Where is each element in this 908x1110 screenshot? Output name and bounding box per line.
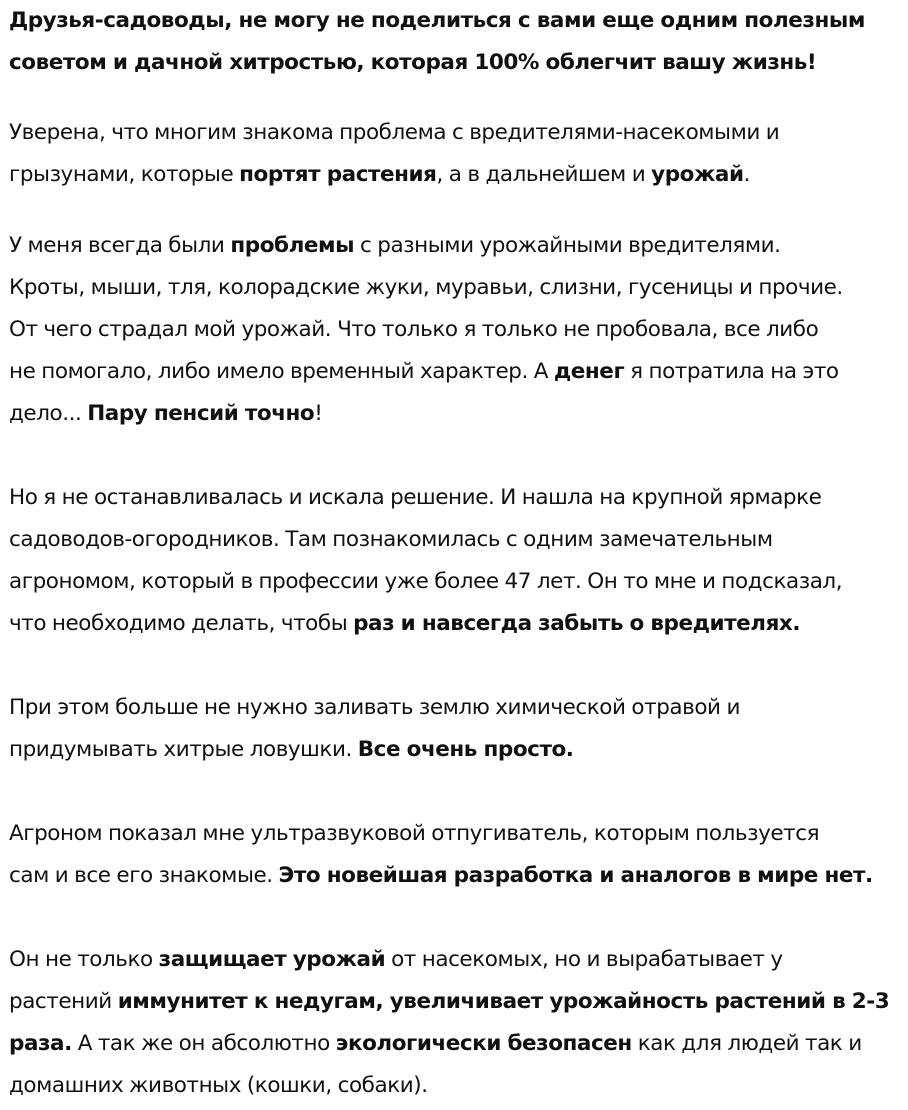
text-segment: от насекомых, но и вырабатывает у [385, 947, 783, 972]
text-segment: При этом больше не нужно заливать землю химической отравой и [9, 695, 740, 720]
bold-text: Все очень просто. [357, 737, 574, 762]
text-segment: грызунами, которые [9, 162, 240, 187]
text-line [9, 225, 908, 267]
text-line [9, 0, 908, 42]
text-segment: что необходимо делать, чтобы [9, 611, 354, 636]
text-line [9, 939, 908, 981]
text-line [9, 687, 908, 729]
bold-text: Пару пенсий точно [87, 401, 315, 426]
text-line [9, 1023, 908, 1065]
paragraph-intro [9, 0, 908, 84]
text-segment: . [743, 162, 750, 187]
bold-text: экологически безопасен [335, 1031, 632, 1056]
bold-text: раз и навсегда забыть о вредителях. [353, 611, 801, 636]
text-segment: с разными урожайными вредителями. [354, 233, 781, 258]
bold-text: проблемы [230, 233, 355, 258]
text-line [9, 981, 908, 1023]
bold-text: Это новейшая разработка и аналогов в мире нет. [278, 863, 873, 888]
text-line [9, 154, 908, 196]
bold-text: защищает урожай [158, 947, 386, 972]
text-segment: У меня всегда были [9, 233, 231, 258]
bold-text: раза. [9, 1031, 72, 1056]
paragraph-device [9, 813, 908, 897]
text-line [9, 855, 908, 897]
text-segment: дело... [9, 401, 88, 426]
paragraph-benefits [9, 939, 908, 1107]
text-line [9, 813, 908, 855]
text-line [9, 267, 908, 309]
text-segment: как для людей так и [631, 1031, 862, 1056]
text-segment: не помогало, либо имело временный характер. А [9, 359, 554, 384]
paragraph-simple [9, 687, 908, 771]
text-line [9, 393, 908, 435]
paragraph-search [9, 477, 908, 645]
text-segment: Кроты, мыши, тля, колорадские жуки, муравьи, слизни, гусеницы и прочие. [9, 275, 843, 300]
bold-text: денег [553, 359, 625, 384]
text-segment: А так же он абсолютно [71, 1031, 336, 1056]
text-line [9, 477, 908, 519]
text-line [9, 519, 908, 561]
bold-text: иммунитет к недугам, увеличивает урожайность растений в 2-3 [117, 989, 890, 1014]
paragraph-problem [9, 112, 908, 196]
text-segment: , а в дальнейшем и [436, 162, 652, 187]
text-line [9, 112, 908, 154]
text-segment: сам и все его знакомые. [9, 863, 279, 888]
paragraph-experience [9, 225, 908, 435]
text-line [9, 351, 908, 393]
text-segment: От чего страдал мой урожай. Что только я только не пробовала, все либо [9, 317, 819, 342]
text-line [9, 729, 908, 771]
text-segment: растений [9, 989, 118, 1014]
text-segment: садоводов-огородников. Там познакомилась с одним замечательным [9, 527, 773, 552]
text-line [9, 309, 908, 351]
bold-text: советом и дачной хитростью, которая 100% облегчит вашу жизнь! [9, 50, 817, 75]
text-line [9, 42, 908, 84]
text-segment: агрономом, который в профессии уже более 47 лет. Он то мне и подсказал, [9, 569, 843, 594]
text-line [9, 1065, 908, 1107]
bold-text: Друзья-садоводы, не могу не поделиться с вами еще одним полезным [9, 8, 866, 33]
bold-text: урожай [651, 162, 744, 187]
text-line [9, 603, 908, 645]
text-line [9, 561, 908, 603]
text-segment: Но я не останавливалась и искала решение. И нашла на крупной ярмарке [9, 485, 822, 510]
text-segment: я потратила на это [624, 359, 839, 384]
text-segment: домашних животных (кошки, собаки). [9, 1073, 428, 1098]
text-segment: Агроном показал мне ультразвуковой отпугиватель, которым пользуется [9, 821, 820, 846]
text-segment: Уверена, что многим знакома проблема с вредителями-насекомыми и [9, 120, 780, 145]
text-segment: Он не только [9, 947, 159, 972]
bold-text: портят растения [239, 162, 437, 187]
text-segment: придумывать хитрые ловушки. [9, 737, 358, 762]
text-segment: ! [314, 401, 323, 426]
